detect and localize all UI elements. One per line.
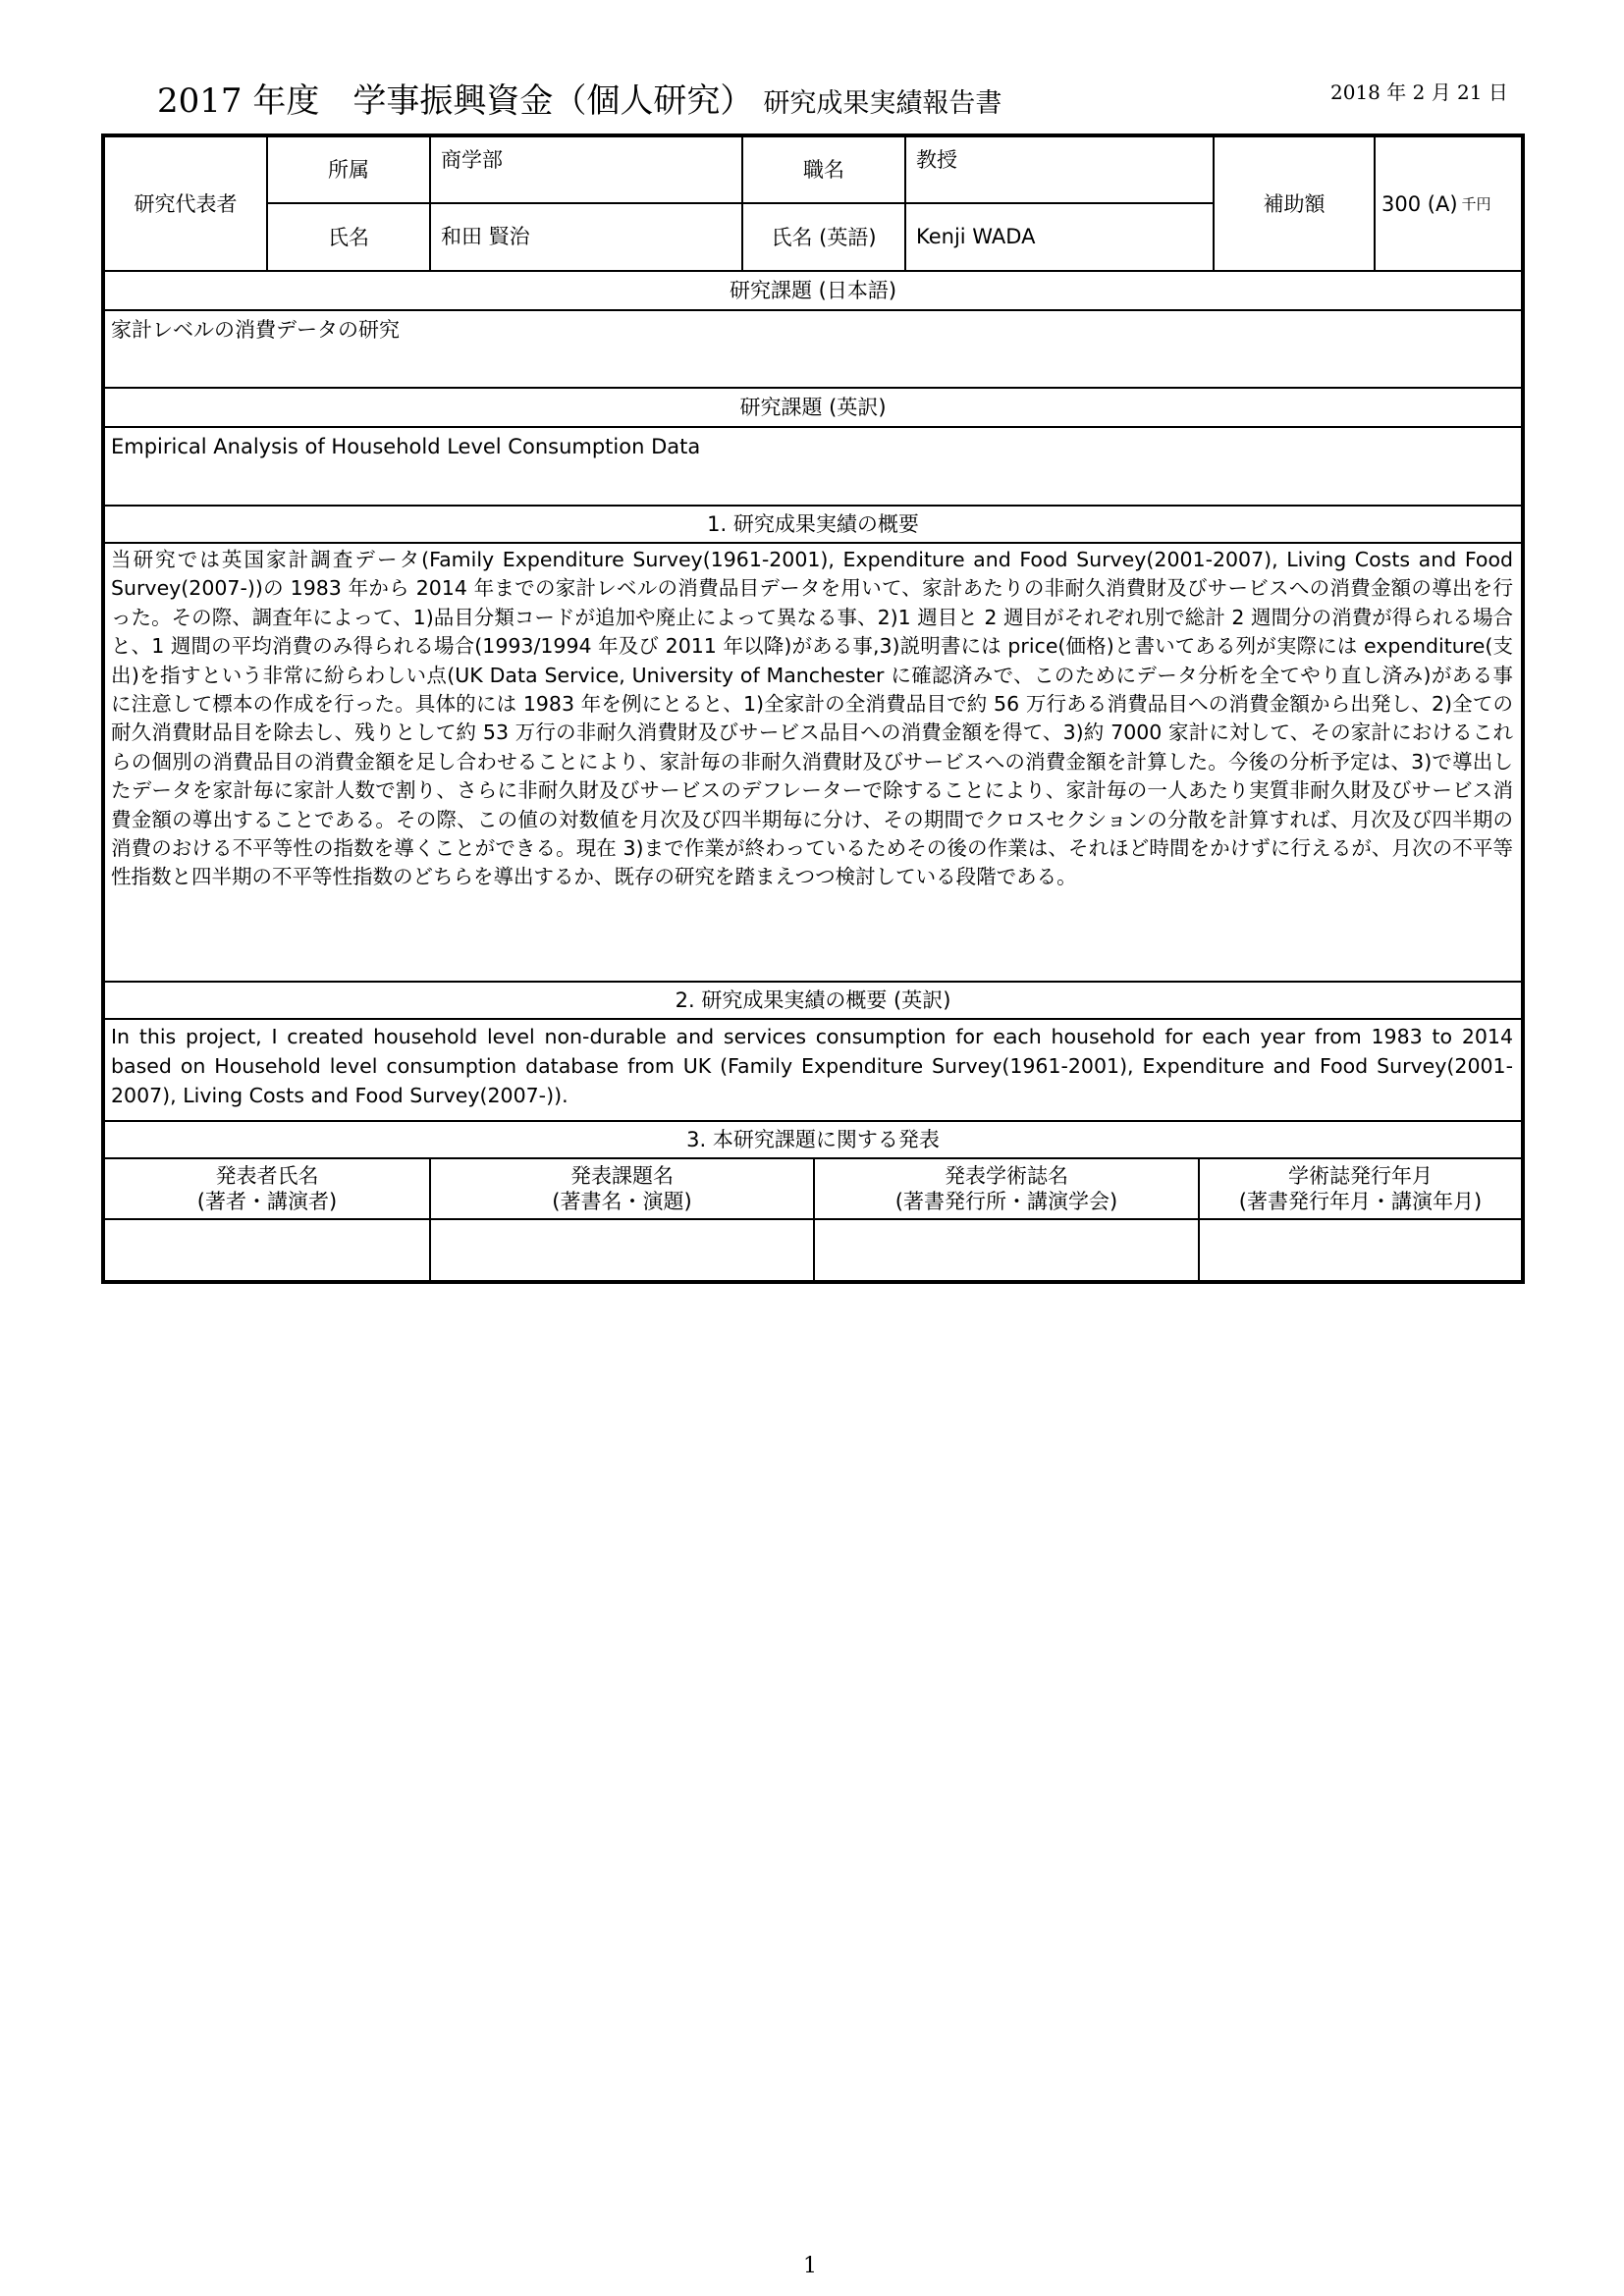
summary-en-text: In this project, I created household level non-durable and services consumption for each household for each year from 1983 to 2014 based on Household level consumption database from UK (Family Expenditure Survey(1961-2001), Expenditure and Food Survey(2001-2007), Living Costs and Food Survey(2007-)). xyxy=(104,1019,1522,1121)
topic-en-text: Empirical Analysis of Household Level Consumption Data xyxy=(104,427,1522,506)
report-form xyxy=(101,133,1525,1284)
pub-col-journal-title: 発表学術誌名 xyxy=(945,1164,1068,1188)
topic-ja-header: 研究課題 (日本語) xyxy=(104,271,1522,310)
name-value: 和田 賢治 xyxy=(430,203,742,271)
pub-col-journal-note: (著書発行所・講演学会) xyxy=(894,1190,1118,1213)
rep-label: 研究代表者 xyxy=(104,136,267,271)
report-date: 2018 年 2 月 21 日 xyxy=(1330,80,1508,104)
summary-ja-text: 当研究では英国家計調査データ(Family Expenditure Survey(1961-2001), Expenditure and Food Survey(2001-2007), Living Costs and Food Survey(2007-))の 1983 年から 2014 年までの家計レベルの消費品目データを用いて、家計あたりの非耐久消費財及びサービスへの消費金額の導出を行った。その際、調査年によって、1)品目分類コードが追加や廃止によって異なる事、2)1 週目と 2 週目がそれぞれ別で総計 2 週間分の消費が得られる場合と、1 週間の平均消費のみ得られる場合(1993/1994 年及び 2011 年以降)がある事,3)説明書には price(価格)と書いてある列が実際には expenditure(支出)を指すという非常に紛らわしい点(UK Data Service, University of Manchester に確認済みで、このためにデータ分析を全てやり直し済み)がある事に注意して標本の作成を行った。具体的には 1983 年を例にとると、1)全家計の全消費品目で約 56 万行ある消費品目への消費金額から出発し、2)全ての耐久消費財品目を除去し、残りとして約 53 万行の非耐久消費財及びサービス品目への消費金額を得て、3)約 7000 家計に対して、その家計におけるこれらの個別の消費品目の消費金額を足し合わせることにより、家計毎の非耐久消費財及びサービスへの消費金額を計算した。今後の分析予定は、3)で導出したデータを家計毎に家計人数で割り、さらに非耐久財及びサービスのデフレーターで除することにより、家計毎の一人あたり実質非耐久財及びサービス消費金額の導出することである。その際、この値の対数値を月次及び四半期毎に分け、その期間でクロスセクションの分散を計算すれば、月次及び四半期の消費のおける不平等性の指数を導くことができる。現在 3)まで作業が終わっているためその後の作業は、それほど時間をかけずに行えるが、月次の不平等性指数と四半期の不平等性指数のどちらを導出するか、既存の研究を踏まえつつ検討している段階である。 xyxy=(104,543,1522,982)
pub-col-author-note: (著者・講演者) xyxy=(196,1190,338,1213)
pub-cell-journal xyxy=(814,1219,1199,1281)
pub-col-author xyxy=(104,1158,430,1219)
affiliation-label: 所属 xyxy=(267,136,430,203)
position-label: 職名 xyxy=(742,136,905,203)
summary-ja-header: 1. 研究成果実績の概要 xyxy=(104,506,1522,543)
pub-col-title-title: 発表課題名 xyxy=(570,1164,674,1188)
summary-en-header: 2. 研究成果実績の概要 (英訳) xyxy=(104,982,1522,1019)
pub-col-title xyxy=(430,1158,814,1219)
name-label: 氏名 xyxy=(267,203,430,271)
title-main: 2017 年度 学事振興資金（個人研究） xyxy=(157,81,754,121)
pub-col-date xyxy=(1199,1158,1522,1219)
page-title xyxy=(157,81,1002,121)
pub-cell-title xyxy=(430,1219,814,1281)
pub-col-journal xyxy=(814,1158,1199,1219)
grant-unit: 千円 xyxy=(1461,194,1491,213)
pub-cell-date xyxy=(1199,1219,1522,1281)
name-en-label: 氏名 (英語) xyxy=(742,203,905,271)
affiliation-value: 商学部 xyxy=(430,136,742,203)
name-en-value: Kenji WADA xyxy=(905,203,1214,271)
topic-en-header: 研究課題 (英訳) xyxy=(104,388,1522,427)
publications-header: 3. 本研究課題に関する発表 xyxy=(104,1121,1522,1158)
title-subtitle: 研究成果実績報告書 xyxy=(763,88,1002,119)
grant-label: 補助額 xyxy=(1214,136,1375,271)
grant-value: 300 (A) xyxy=(1381,191,1458,216)
topic-ja-text: 家計レベルの消費データの研究 xyxy=(104,310,1522,388)
grant-value-cell xyxy=(1375,136,1522,271)
pub-col-date-note: (著書発行年月・講演年月) xyxy=(1238,1190,1483,1213)
pub-cell-author xyxy=(104,1219,430,1281)
position-value: 教授 xyxy=(905,136,1214,203)
pub-col-title-note: (著書名・演題) xyxy=(552,1190,692,1213)
pub-col-author-title: 発表者氏名 xyxy=(215,1164,319,1188)
page-number: 1 xyxy=(803,2254,817,2278)
pub-col-date-title: 学術誌発行年月 xyxy=(1288,1164,1433,1188)
